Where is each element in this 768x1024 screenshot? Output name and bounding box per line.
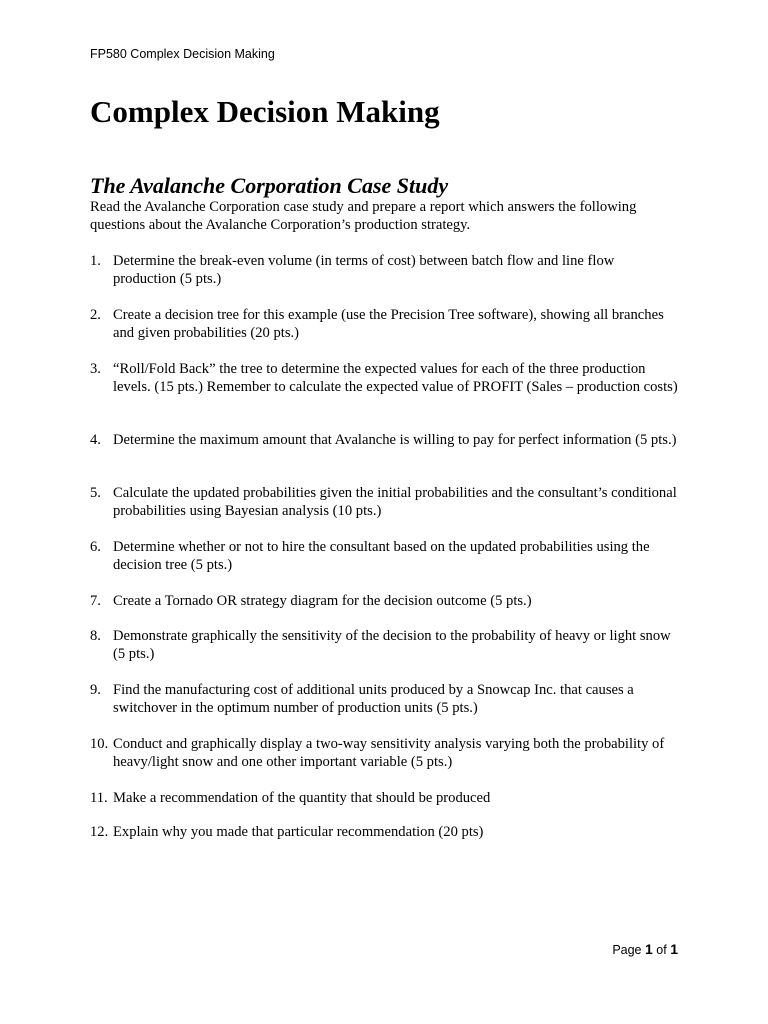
task-text: Demonstrate graphically the sensitivity of the decision to the probability of heavy or light snow (5 pts.) — [113, 628, 671, 663]
task-text: “Roll/Fold Back” the tree to determine the expected values for each of the three production levels. (15 pts.) Remember to calculate the expected value of PROFIT (Sales – production costs) — [113, 361, 678, 396]
task-item-2 — [90, 306, 680, 342]
task-text: Determine whether or not to hire the consultant based on the updated probabilities using the decision tree (5 pts.) — [113, 539, 650, 574]
task-text: Determine the maximum amount that Avalanche is willing to pay for perfect information (5 pts.) — [113, 432, 677, 448]
task-item-10 — [90, 735, 680, 771]
page-number-footer — [612, 941, 678, 957]
task-item-6 — [90, 538, 680, 574]
task-text: Explain why you made that particular recommendation (20 pts) — [113, 824, 484, 840]
task-item-7 — [90, 592, 680, 610]
task-number: 6. — [90, 539, 101, 555]
task-item-3 — [90, 360, 680, 396]
task-number: 10. — [90, 736, 109, 752]
task-number: 4. — [90, 432, 101, 448]
task-number: 1. — [90, 253, 101, 269]
document-title: Complex Decision Making — [90, 94, 440, 129]
task-number: 8. — [90, 628, 101, 644]
of-word: of — [656, 943, 667, 957]
task-item-1 — [90, 252, 680, 288]
case-study-heading: The Avalanche Corporation Case Study — [90, 173, 449, 198]
task-text: Create a Tornado OR strategy diagram for the decision outcome (5 pts.) — [113, 593, 532, 609]
task-text: Conduct and graphically display a two-way sensitivity analysis varying both the probability of heavy/light snow and one other important variable (5 pts.) — [113, 736, 665, 771]
task-item-12 — [90, 823, 680, 841]
current-page-number: 1 — [645, 941, 653, 957]
task-item-8 — [90, 627, 680, 663]
task-number: 12. — [90, 824, 109, 840]
task-number: 2. — [90, 307, 101, 323]
task-number: 7. — [90, 593, 101, 609]
total-pages-number: 1 — [670, 941, 678, 957]
task-number: 11. — [90, 790, 108, 806]
intro-paragraph: Read the Avalanche Corporation case study and prepare a report which answers the following questions about the Avalanche Corporation’s production strategy. — [90, 199, 637, 234]
task-item-5 — [90, 484, 680, 520]
task-text: Make a recommendation of the quantity that should be produced — [113, 790, 491, 806]
task-text: Create a decision tree for this example (use the Precision Tree software), showing all branches and given probabilities (20 pts.) — [113, 307, 664, 342]
task-text: Find the manufacturing cost of additional units produced by a Snowcap Inc. that causes a switchover in the optimum number of production units (5 pts.) — [113, 682, 634, 717]
task-text: Calculate the updated probabilities given the initial probabilities and the consultant’s conditional probabilities using Bayesian analysis (10 pts.) — [113, 485, 677, 520]
page-header: FP580 Complex Decision Making — [90, 47, 275, 61]
task-text: Determine the break-even volume (in terms of cost) between batch flow and line flow production (5 pts.) — [113, 253, 615, 288]
task-item-9 — [90, 681, 680, 717]
task-item-4 — [90, 431, 680, 449]
task-number: 5. — [90, 485, 101, 501]
task-number: 3. — [90, 361, 101, 377]
task-item-11 — [90, 789, 680, 807]
task-number: 9. — [90, 682, 101, 698]
page-word: Page — [612, 943, 642, 957]
